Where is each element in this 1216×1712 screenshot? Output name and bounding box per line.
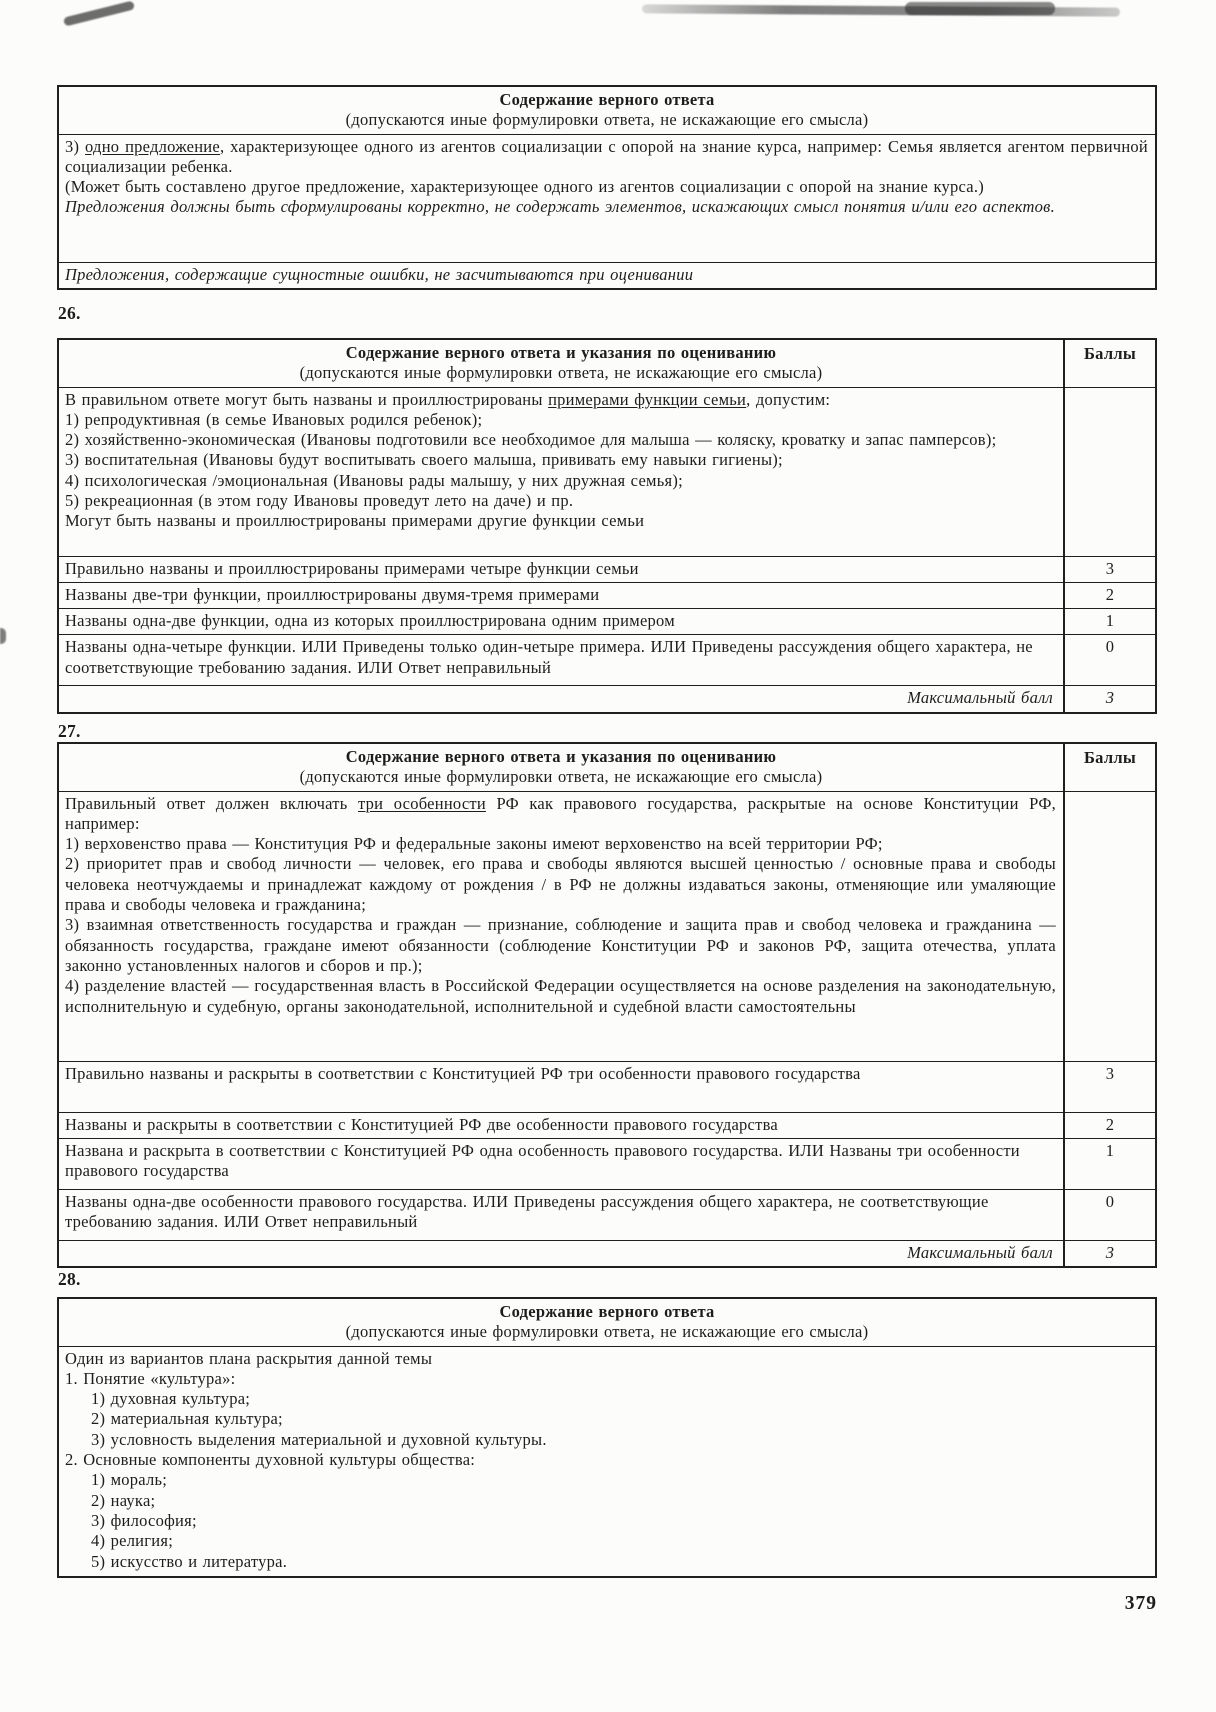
t26-score-value: 3 [1063, 557, 1155, 582]
t26-body [59, 388, 1063, 556]
t28-header [59, 1299, 1155, 1346]
t28-plan-subline: 3) философия; [91, 1510, 197, 1530]
answer-table-28 [57, 1297, 1157, 1578]
t26-criterion: Правильно названы и проиллюстрированы примерами четыре функции семьи [65, 558, 639, 578]
t27-body [59, 792, 1063, 1061]
t28-plan-subline: 2) наука; [91, 1490, 156, 1510]
scan-smudge [63, 0, 135, 26]
t26-item: Могут быть названы и проиллюстрированы примерами другие функции семьи [65, 511, 645, 531]
t1-body [59, 135, 1155, 262]
scan-smudge [905, 2, 1055, 15]
t26-criterion: Названы одна-две функции, одна из которых проиллюстрирована одним примером [65, 611, 675, 631]
question-number-26: 26. [58, 303, 81, 323]
t27-intro-start: Правильный ответ должен включать [65, 793, 359, 813]
t28-plan-subline: 1) духовная культура; [91, 1389, 251, 1409]
t26-criterion: Названы одна-четыре функции. ИЛИ Приведены только один-четыре примера. ИЛИ Приведены рассуждения общего характера, не соответствующие требованию задания. ИЛИ Ответ неправильный [65, 637, 1033, 677]
t26-score-column-header: Баллы [1063, 340, 1155, 387]
t26-header-subtitle: (допускаются иные формулировки ответа, не искажающие его смысла) [299, 363, 823, 383]
t27-intro-underlined: три особенности [358, 793, 486, 813]
t26-header-title: Содержание верного ответа и указания по оцениванию [345, 343, 777, 362]
t27-criterion: Названы и раскрыты в соответствии с Конституцией РФ две особенности правового государства [65, 1114, 778, 1134]
t28-plan-subline: 5) искусство и литература. [91, 1551, 288, 1571]
answer-table-27 [57, 742, 1157, 1268]
t28-plan-subline: 3) условность выделения материальной и духовной культуры. [91, 1429, 547, 1449]
t1-header-subtitle: (допускаются иные формулировки ответа, не искажающие его смысла) [345, 110, 869, 130]
question-number-28: 28. [58, 1269, 81, 1289]
t27-header-title: Содержание верного ответа и указания по оцениванию [345, 747, 777, 766]
t1-p1-underlined: одно предложение [85, 136, 220, 156]
t28-plan-subline: 2) материальная культура; [91, 1409, 283, 1429]
t1-paragraph-2: (Может быть составлено другое предложение, характеризующее одного из агентов социализации с опорой на знание курса.) [65, 177, 984, 197]
t27-body-intro [65, 794, 1056, 835]
t27-criterion: Названа и раскрыта в соответствии с Конституцией РФ одна особенность правового государства. ИЛИ Названы три особенности правового государства [65, 1140, 1020, 1181]
t27-item: 2) приоритет прав и свобод личности — человек, его права и свободы являются высшей ценностью / основные права и свободы человека неотчуждаемы и принадлежат каждому от рождения / в РФ не должны издаваться законы, отменяющие или умаляющие права и свободы человека и гражданина; [65, 854, 1056, 915]
t26-item: 1) репродуктивная (в семье Ивановых родился ребенок); [65, 409, 483, 429]
page-number: 379 [1124, 1593, 1157, 1614]
t1-paragraph-3-italic: Предложения должны быть сформулированы корректно, не содержать элементов, искажающих смысл понятия и/или его аспектов. [65, 197, 1055, 217]
t26-score-value: 0 [1063, 635, 1155, 685]
t26-intro-start: В правильном ответе могут быть названы и проиллюстрированы [65, 389, 549, 409]
t27-score-value: 3 [1063, 1062, 1155, 1112]
t27-max-score-value: 3 [1063, 1241, 1155, 1266]
t27-score-value: 2 [1063, 1113, 1155, 1138]
t26-intro-underlined: примерами функции семьи [548, 389, 747, 409]
t26-max-score-label: Максимальный балл [907, 688, 1053, 708]
t1-paragraph-1 [65, 137, 1148, 178]
t28-plan-subline: 4) религия; [91, 1531, 174, 1551]
t27-criterion: Правильно названы и раскрыты в соответствии с Конституцией РФ три особенности правового государства [65, 1063, 861, 1083]
t1-header [59, 87, 1155, 134]
t28-header-title: Содержание верного ответа [499, 1302, 715, 1321]
t1-header-title: Содержание верного ответа [499, 90, 715, 109]
t26-item: 5) рекреационная (в этом году Ивановы проведут лето на даче) и пр. [65, 491, 574, 511]
answer-table-26 [57, 338, 1157, 714]
t26-header [59, 340, 1063, 387]
t26-criterion: Названы две-три функции, проиллюстрированы двумя-тремя примерами [65, 584, 600, 604]
t27-score-column-header: Баллы [1063, 744, 1155, 791]
t1-p1-prefix: 3) [65, 136, 86, 156]
t27-item: 3) взаимная ответственность государства и граждан — признание, соблюдение и защита прав и свобод человека и гражданина — обязанность государства, граждане имеют обязанности (соблюдение Конституции РФ и законов РФ, защита отечества, уплата законно установленных налогов и сборов и пр.); [65, 915, 1056, 975]
t26-intro-end: , допустим: [746, 389, 831, 409]
t28-body [59, 1347, 1155, 1576]
t26-item: 3) воспитательная (Ивановы будут воспитывать своего малыша, прививать ему навыки гигиены); [65, 450, 783, 470]
t26-item: 2) хозяйственно-экономическая (Ивановы подготовили все необходимое для малыша — коляску, кроватку и запас памперсов); [65, 430, 997, 450]
t26-max-score-value: 3 [1063, 686, 1155, 711]
scan-smudge [0, 628, 6, 644]
t27-header [59, 744, 1063, 791]
t27-max-score-label: Максимальный балл [907, 1242, 1053, 1262]
t27-score-value: 0 [1063, 1190, 1155, 1240]
t26-body-intro [65, 390, 1056, 410]
t28-plan-line: 2. Основные компоненты духовной культуры общества: [65, 1450, 476, 1470]
t26-body-score-cell [1063, 388, 1155, 556]
t27-score-value: 1 [1063, 1139, 1155, 1189]
t27-body-score-cell [1063, 792, 1155, 1061]
t1-note-row: Предложения, содержащие сущностные ошибки, не засчитываются при оценивании [65, 264, 694, 284]
t26-score-value: 2 [1063, 583, 1155, 608]
t1-p1-rest: , характеризующее одного из агентов социализации с опорой на знание курса, например: Семья является агентом первичной социализации ребенка. [65, 136, 1148, 176]
t27-item: 4) разделение властей — государственная власть в Российской Федерации осуществляется на основе разделения на законодательную, исполнительную и судебную, органы законодательной, исполнительной и судебной власти самостоятельны [65, 976, 1056, 1016]
question-number-27: 27. [58, 721, 81, 741]
t28-plan-subline: 1) мораль; [91, 1470, 168, 1490]
t27-header-subtitle: (допускаются иные формулировки ответа, не искажающие его смысла) [299, 767, 823, 787]
t28-header-subtitle: (допускаются иные формулировки ответа, не искажающие его смысла) [345, 1322, 869, 1342]
t26-item: 4) психологическая /эмоциональная (Ивановы рады малышу, у них дружная семья); [65, 470, 683, 490]
t27-intro-end: РФ как правового государства, раскрытые на основе Конституции РФ, например: [65, 793, 1056, 833]
t28-plan-line: 1. Понятие «культура»: [65, 1368, 236, 1388]
t27-criterion: Названы одна-две особенности правового государства. ИЛИ Приведены рассуждения общего характера, не соответствующие требованию задания. ИЛИ Ответ неправильный [65, 1191, 989, 1232]
t26-score-value: 1 [1063, 609, 1155, 634]
t28-plan-line: Один из вариантов плана раскрытия данной темы [65, 1348, 433, 1368]
answer-table-continuation [57, 85, 1157, 290]
t27-item: 1) верховенство права — Конституция РФ и федеральные законы имеют верховенство на всей территории РФ; [65, 834, 883, 854]
